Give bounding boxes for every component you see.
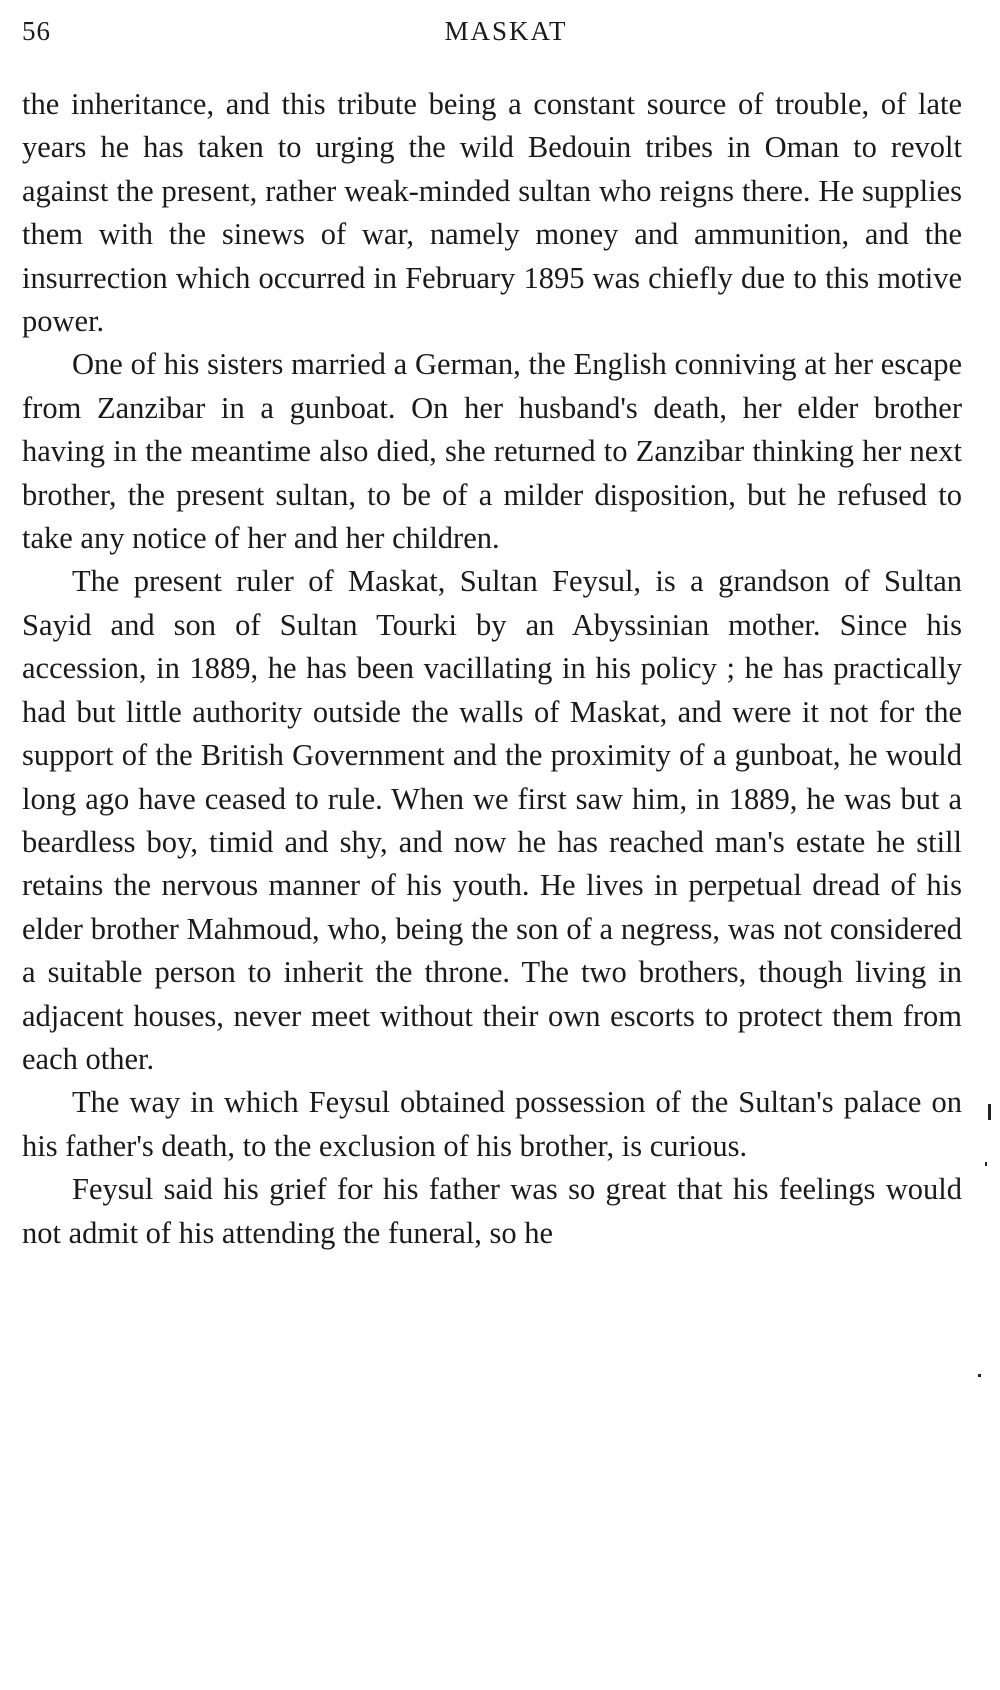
margin-speck: [985, 1162, 987, 1166]
margin-speck: [978, 1374, 981, 1377]
running-head-title: MASKAT: [444, 16, 568, 46]
running-head: [22, 16, 962, 56]
paragraph-sister: One of his sisters married a German, the English conniving at her escape from Zanzibar in a gunboat. On her husband's death, her elder brother having in the meantime also died, she returned to Zanzibar thinking her next brother, the present sultan, to be of a milder disposition, but he refused to take any notice of her and her children.: [22, 347, 962, 556]
paragraph-present-ruler: The present ruler of Maskat, Sultan Feysul, is a grandson of Sultan Sayid and son of Sultan Tourki by an Abyssinian mother. Since his accession, in 1889, he has been vacillating in his policy ; he has practically had but little authority outside the walls of Maskat, and were it not for the support of the British Government and the proximity of a gunboat, he would long ago have ceased to rule. When we first saw him, in 1889, he was but a beardless boy, timid and shy, and now he has reached man's estate he still retains the nervous manner of his youth. He lives in perpetual dread of his elder brother Mahmoud, who, being the son of a negress, was not considered a suitable person to inherit the throne. The two brothers, though living in adjacent houses, never meet without their own escorts to protect them from each other.: [22, 564, 962, 1076]
paragraph-funeral: Feysul said his grief for his father was so great that his feelings would not admit of his attending the funeral, so he: [22, 1172, 962, 1250]
page-number: 56: [22, 16, 51, 46]
paragraph-continuation: the inheritance, and this tribute being a constant source of trouble, of late years he has taken to urging the wild Bedouin tribes in Oman to revolt against the present, rather weak-minded sultan who reigns there. He supplies them with the sinews of war, namely money and ammunition, and the insurrection which occurred in February 1895 was chiefly due to this motive power.: [22, 87, 962, 339]
paragraph-palace: The way in which Feysul obtained possession of the Sultan's palace on his father's death, to the exclusion of his brother, is curious.: [22, 1085, 962, 1163]
body-text: [22, 83, 962, 1255]
margin-speck: [988, 1104, 991, 1120]
